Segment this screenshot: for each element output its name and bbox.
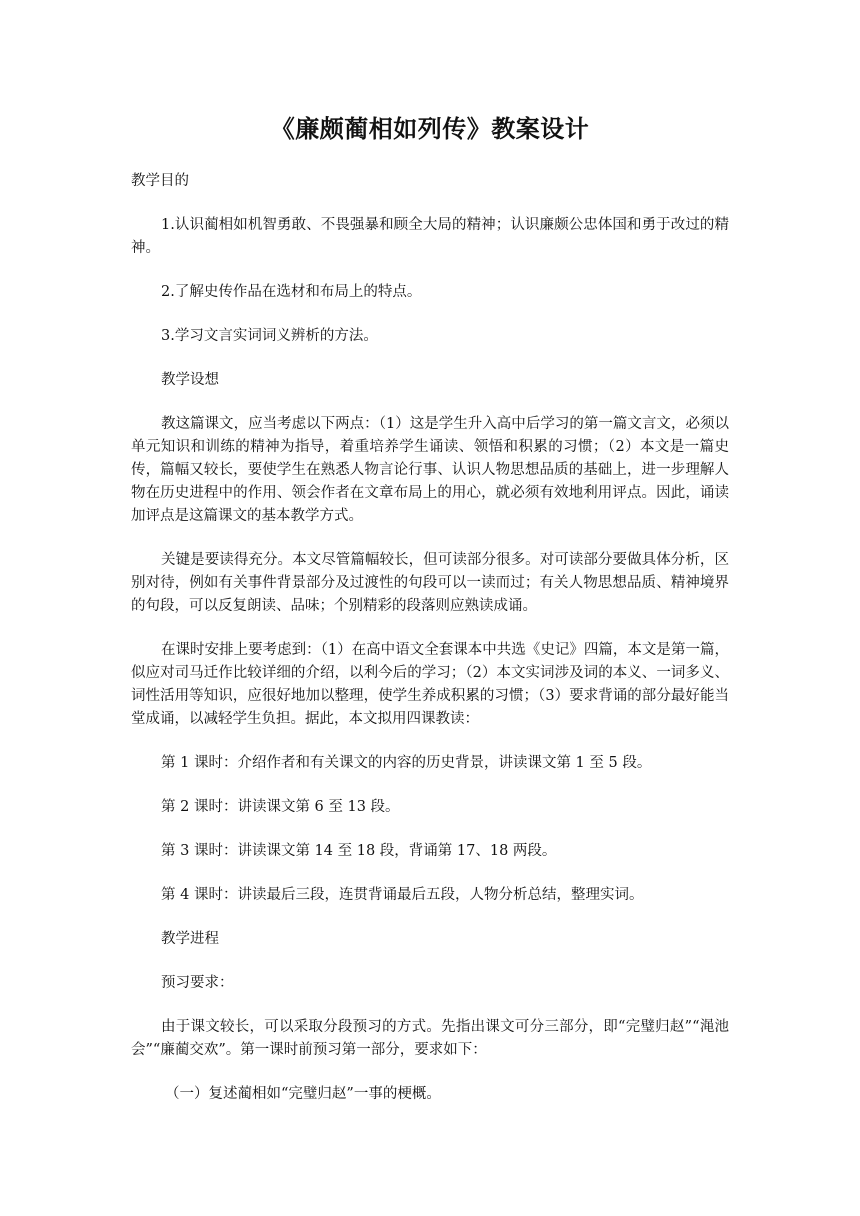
lesson-1: 第 1 课时：介绍作者和有关课文的内容的历史背景，讲读课文第 1 至 5 段。 [161, 755, 652, 771]
goal-item-2: 2.了解史传作品在选材和布局上的特点。 [161, 284, 422, 300]
document-title: 《廉颇蔺相如列传》教案设计 [270, 114, 590, 143]
document-body [131, 170, 729, 1127]
paragraph-plan-intro: 教这篇课文，应当考虑以下两点：（1）这是学生升入高中后学习的第一篇文言文，必须以单元知识和训练的精神为指导，着重培养学生诵读、领悟和积累的习惯；（2）本文是一篇史传，篇幅又较长，要使学生在熟悉人物言论行事、认识人物思想品质的基础上，进一步理解人物在历史进程中的作用、领会作者在文章布局上的用心，就必须有效地利用评点。因此，诵读加评点是这篇课文的基本教学方式。 [131, 416, 729, 524]
lesson-3: 第 3 课时：讲读课文第 14 至 18 段，背诵第 17、18 两段。 [161, 843, 557, 859]
lesson-4: 第 4 课时：讲读最后三段，连贯背诵最后五段，人物分析总结，整理实词。 [161, 887, 644, 903]
section-heading-teaching-plan: 教学设想 [161, 372, 219, 388]
paragraph-schedule: 在课时安排上要考虑到：（1）在高中语文全套课本中共选《史记》四篇，本文是第一篇，似应对司马迁作比较详细的介绍，以利今后的学习；（2）本文实词涉及词的本义、一词多义、词性活用等知识，应很好地加以整理，使学生养成积累的习惯；（3）要求背诵的部分最好能当堂成诵，以减轻学生负担。据此，本文拟用四课教读： [131, 642, 729, 727]
goal-item-1: 1.认识蔺相如机智勇敢、不畏强暴和顾全大局的精神；认识廉颇公忠体国和勇于改过的精神。 [131, 217, 729, 256]
paragraph-reading-key: 关键是要读得充分。本文尽管篇幅较长，但可读部分很多。对可读部分要做具体分析，区别对待，例如有关事件背景部分及过渡性的句段可以一读而过；有关人物思想品质、精神境界的句段，可以反复朗读、品味；个别精彩的段落则应熟读成诵。 [131, 552, 729, 614]
paragraph-preview: 由于课文较长，可以采取分段预习的方式。先指出课文可分三部分，即“完璧归赵”“渑池会”“廉蔺交欢”。第一课时前预习第一部分，要求如下： [131, 1019, 729, 1058]
goal-item-3: 3.学习文言实词词义辨析的方法。 [161, 328, 378, 344]
preview-requirements-label: 预习要求： [161, 975, 234, 991]
lesson-2: 第 2 课时：讲读课文第 6 至 13 段。 [161, 799, 400, 815]
section-heading-process: 教学进程 [161, 931, 219, 947]
preview-item-1: （一）复述蔺相如“完璧归赵”一事的梗概。 [165, 1086, 441, 1102]
section-heading-teaching-goals: 教学目的 [131, 173, 189, 189]
